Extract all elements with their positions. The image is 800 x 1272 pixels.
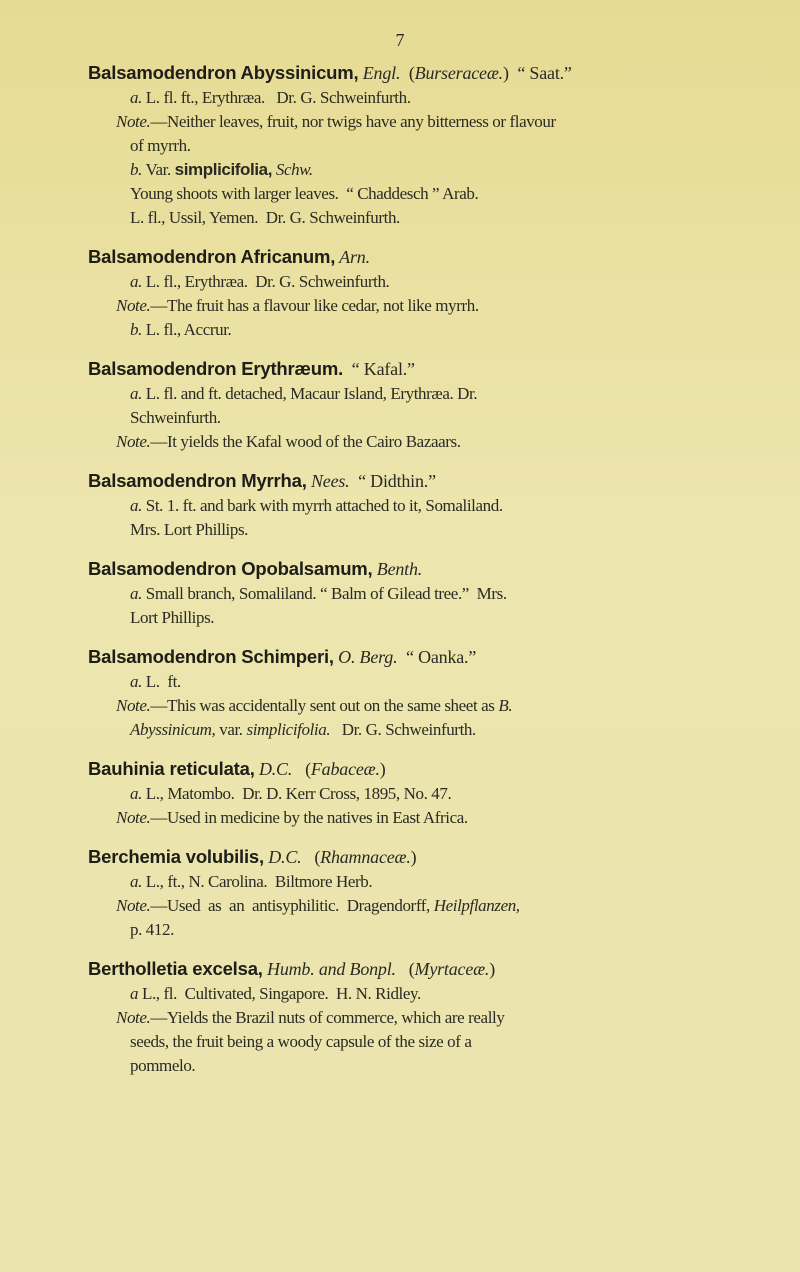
specimen-line — [88, 1030, 768, 1054]
line-text: St. 1. ft. and bark with myrrh attached to it, Somaliland. — [141, 496, 503, 515]
species-name: Balsamodendron Abyssinicum, — [88, 62, 359, 83]
line-text: pommelo. — [130, 1056, 196, 1075]
line-text: a. — [130, 872, 142, 891]
line-text: L. ft. — [141, 672, 181, 691]
page-number: 7 — [395, 30, 405, 50]
entry-heading — [88, 556, 768, 582]
specimen-line — [88, 582, 768, 606]
entry-heading — [88, 356, 768, 382]
line-text: L. fl., Erythræa. Dr. G. Schweinfurth. — [141, 272, 390, 291]
line-text: Note. — [116, 808, 151, 827]
specimen-line — [88, 134, 768, 158]
specimen-line — [88, 270, 768, 294]
catalogue-entry — [88, 644, 768, 742]
authority-text: Rhamnaceæ. — [320, 847, 411, 867]
catalogue-entry — [88, 844, 768, 942]
line-text: Note. — [116, 696, 151, 715]
catalogue-entry — [88, 356, 768, 454]
note-line — [88, 694, 768, 718]
note-line — [88, 1006, 768, 1030]
heading-text: ( — [400, 63, 415, 83]
specimen-line — [88, 918, 768, 942]
line-text: Abyssinicum, — [130, 720, 216, 739]
line-text: L., Matombo. Dr. D. Kerr Cross, 1895, No. 47. — [141, 784, 452, 803]
line-text: Young shoots with larger leaves. “ Chaddesch ” Arab. — [130, 184, 479, 203]
entry-heading — [88, 644, 768, 670]
line-text: a. — [130, 584, 142, 603]
heading-text: ( — [395, 959, 415, 979]
line-text: Note. — [116, 1008, 151, 1027]
line-text: of myrrh. — [130, 136, 191, 155]
species-name: Berchemia volubilis, — [88, 846, 264, 867]
entry-heading — [88, 468, 768, 494]
line-text: L. fl. ft., Erythræa. Dr. G. Schweinfurth. — [141, 88, 411, 107]
authority-text: Myrtaceæ. — [414, 959, 490, 979]
line-text: a. — [130, 88, 142, 107]
line-text: Note. — [116, 432, 151, 451]
species-name: Balsamodendron Erythræum. — [88, 358, 344, 379]
authority-text: Benth. — [372, 559, 423, 579]
specimen-line — [88, 982, 768, 1006]
specimen-line — [88, 206, 768, 230]
specimen-line — [88, 1054, 768, 1078]
authority-text: Fabaceæ. — [310, 759, 380, 779]
line-text: simplicifolia, — [174, 160, 273, 179]
line-text: a. — [130, 784, 142, 803]
line-text: a. — [130, 384, 142, 403]
catalogue-entries — [88, 60, 768, 1092]
note-line — [88, 430, 768, 454]
entry-heading — [88, 756, 768, 782]
line-text: L., fl. Cultivated, Singapore. H. N. Ridley. — [138, 984, 421, 1003]
line-text: L. fl., Accrur. — [141, 320, 232, 339]
line-text: Schw. — [272, 160, 313, 179]
note-line — [88, 806, 768, 830]
line-text: b. — [130, 320, 142, 339]
specimen-line — [88, 382, 768, 406]
line-text: Schweinfurth. — [130, 408, 221, 427]
catalogue-entry — [88, 756, 768, 830]
line-text: Dr. G. Schweinfurth. — [330, 720, 476, 739]
species-name: Bauhinia reticulata, — [88, 758, 255, 779]
line-text: Lort Phillips. — [130, 608, 215, 627]
specimen-line — [88, 718, 768, 742]
heading-text: “ Oanka.” — [397, 647, 477, 667]
catalogue-entry — [88, 60, 768, 230]
line-text: —Yields the Brazil nuts of commerce, which are really — [150, 1008, 505, 1027]
line-text: Mrs. Lort Phillips. — [130, 520, 249, 539]
specimen-line — [88, 406, 768, 430]
note-line — [88, 110, 768, 134]
specimen-line — [88, 494, 768, 518]
line-text: —Neither leaves, fruit, nor twigs have any bitterness or flavour — [150, 112, 556, 131]
line-text: Note. — [116, 296, 151, 315]
authority-text: Arn. — [335, 247, 370, 267]
line-text: b. — [130, 160, 142, 179]
line-text: —It yields the Kafal wood of the Cairo Bazaars. — [150, 432, 461, 451]
heading-text: “ Didthin.” — [349, 471, 436, 491]
authority-text: Humb. and Bonpl. — [262, 959, 396, 979]
line-text: a. — [130, 272, 142, 291]
species-name: Balsamodendron Opobalsamum, — [88, 558, 373, 579]
line-text: Note. — [116, 896, 151, 915]
authority-text: D.C. — [254, 759, 293, 779]
entry-heading — [88, 844, 768, 870]
species-name: Balsamodendron Myrrha, — [88, 470, 307, 491]
line-text: —Used as an antisyphilitic. Dragendorff, — [150, 896, 434, 915]
heading-text: ( — [292, 759, 311, 779]
specimen-line — [88, 870, 768, 894]
line-text: L. fl. and ft. detached, Macaur Island, Erythræa. Dr. — [141, 384, 478, 403]
line-text: —This was accidentally sent out on the same sheet as — [150, 696, 499, 715]
authority-text: Burseraceæ. — [414, 63, 503, 83]
line-text: Heilpflanzen, — [433, 896, 520, 915]
specimen-line — [88, 318, 768, 342]
line-text: —The fruit has a flavour like cedar, not like myrrh. — [150, 296, 479, 315]
heading-text: ) — [410, 847, 417, 867]
heading-text: ) “ Saat.” — [502, 63, 572, 83]
line-text: simplicifolia. — [246, 720, 331, 739]
note-line — [88, 294, 768, 318]
catalogue-entry — [88, 244, 768, 342]
entry-heading — [88, 60, 768, 86]
entry-heading — [88, 956, 768, 982]
species-name: Balsamodendron Africanum, — [88, 246, 336, 267]
line-text: —Used in medicine by the natives in East Africa. — [150, 808, 468, 827]
authority-text: Nees. — [306, 471, 350, 491]
species-name: Bertholletia excelsa, — [88, 958, 263, 979]
line-text: a. — [130, 496, 142, 515]
specimen-line — [88, 158, 768, 182]
species-name: Balsamodendron Schimperi, — [88, 646, 334, 667]
specimen-line — [88, 182, 768, 206]
entry-heading — [88, 244, 768, 270]
heading-text: ) — [379, 759, 386, 779]
line-text: a. — [130, 672, 142, 691]
catalogue-entry — [88, 468, 768, 542]
specimen-line — [88, 670, 768, 694]
line-text: a — [130, 984, 139, 1003]
heading-text: “ Kafal.” — [343, 359, 415, 379]
heading-text: ) — [489, 959, 496, 979]
specimen-line — [88, 606, 768, 630]
authority-text: Engl. — [358, 63, 401, 83]
specimen-line — [88, 86, 768, 110]
authority-text: O. Berg. — [333, 647, 398, 667]
line-text: Var. — [141, 160, 175, 179]
catalogue-entry — [88, 556, 768, 630]
heading-text: ( — [301, 847, 321, 867]
authority-text: D.C. — [263, 847, 302, 867]
line-text: p. 412. — [130, 920, 174, 939]
specimen-line — [88, 518, 768, 542]
line-text: var. — [215, 720, 247, 739]
line-text: B. — [498, 696, 513, 715]
line-text: Small branch, Somaliland. “ Balm of Gilead tree.” Mrs. — [141, 584, 507, 603]
specimen-line — [88, 782, 768, 806]
line-text: L., ft., N. Carolina. Biltmore Herb. — [141, 872, 373, 891]
line-text: Note. — [116, 112, 151, 131]
line-text: seeds, the fruit being a woody capsule of the size of a — [130, 1032, 472, 1051]
note-line — [88, 894, 768, 918]
catalogue-entry — [88, 956, 768, 1078]
line-text: L. fl., Ussil, Yemen. Dr. G. Schweinfurth. — [130, 208, 400, 227]
